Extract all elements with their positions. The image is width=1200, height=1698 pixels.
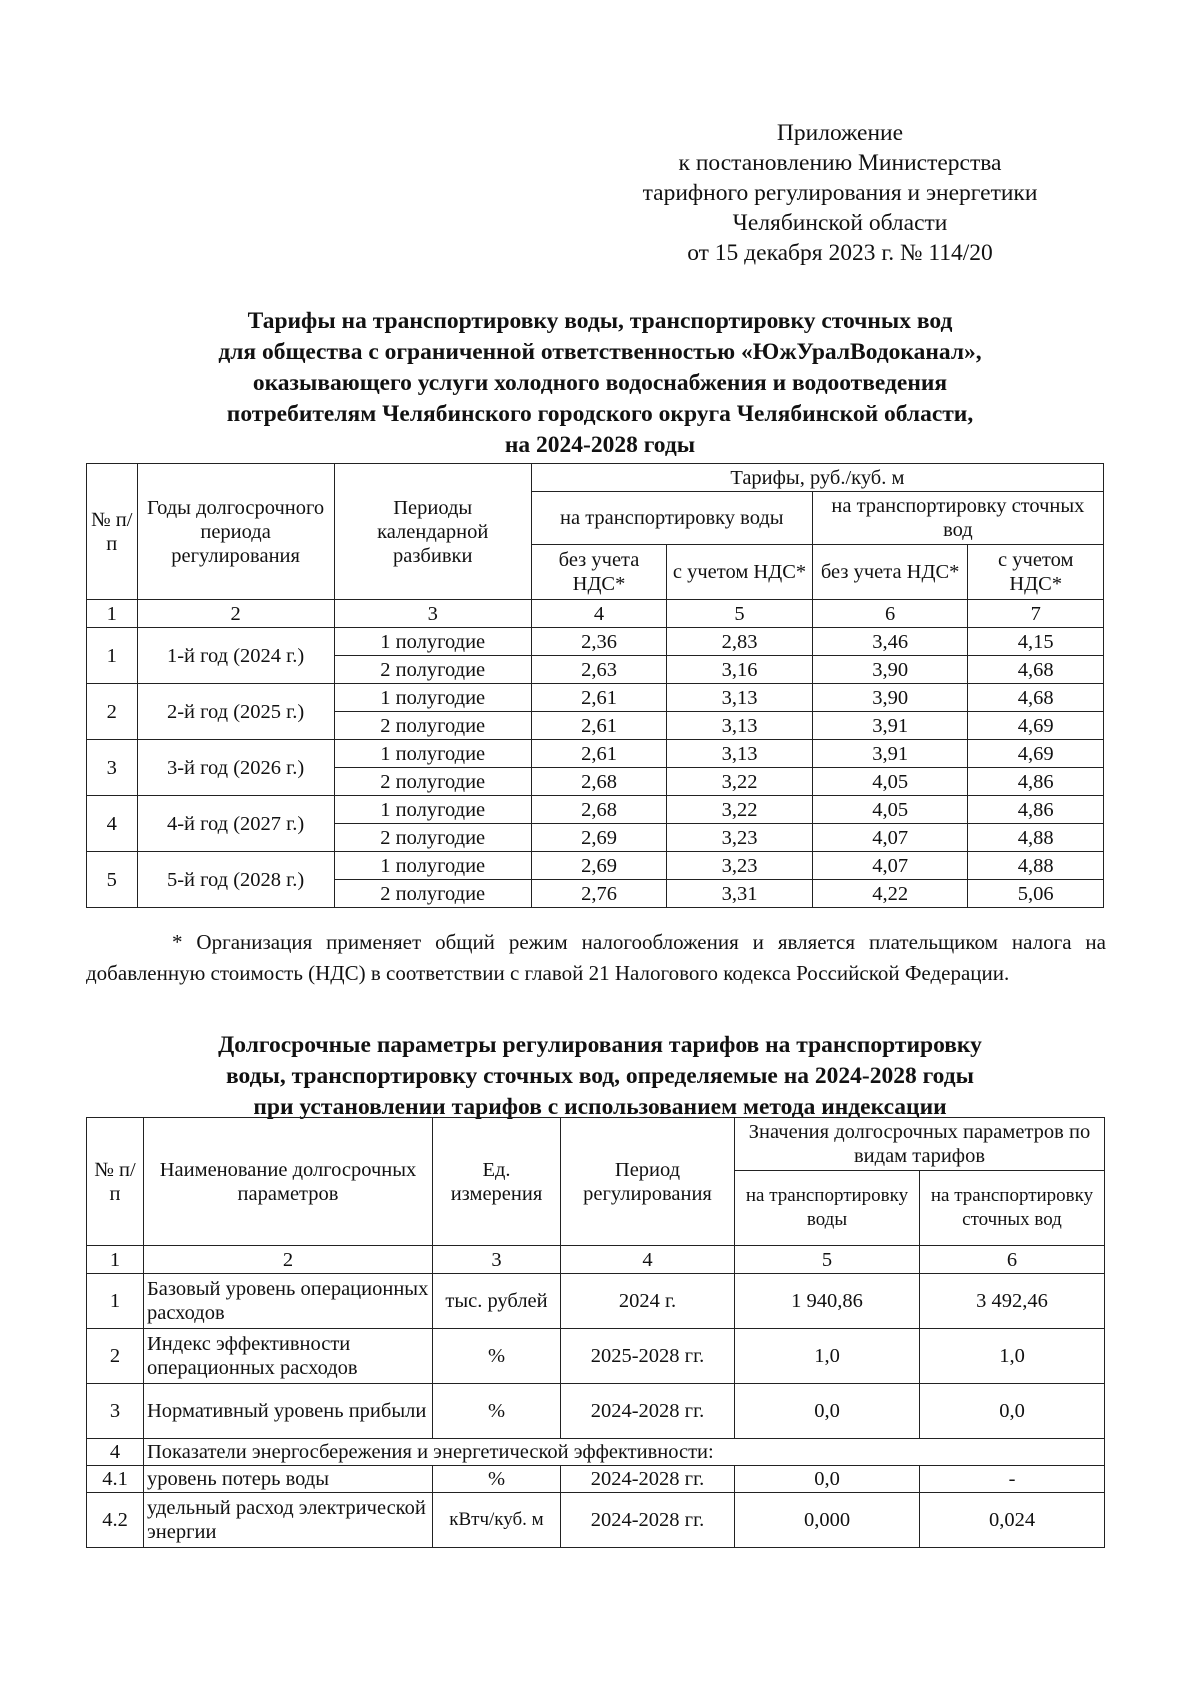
table-row — [87, 1439, 1105, 1466]
header-num: № п/п — [87, 1118, 144, 1246]
vat-footnote — [86, 927, 1106, 989]
appendix-line: тарифного регулирования и энергетики — [642, 180, 1038, 206]
row-period: 1 полугодие — [334, 852, 531, 880]
row-name: Индекс эффективности операционных расходов — [144, 1329, 433, 1384]
header-water: на транспортировку воды — [735, 1171, 920, 1246]
cell-value: 3,90 — [812, 684, 968, 712]
header-years: Годы долгосрочного периода регулирования — [137, 464, 334, 600]
row-period: 2025-2028 гг. — [561, 1329, 735, 1384]
row-name: удельный расход электрической энергии — [144, 1493, 433, 1548]
cell-value: 4,86 — [968, 796, 1104, 824]
row-period: 2024-2028 гг. — [561, 1493, 735, 1548]
cell-value: 3,13 — [667, 712, 813, 740]
cell-value: 4,22 — [812, 880, 968, 908]
table-row — [87, 684, 1104, 712]
cell-value: 2,68 — [531, 796, 666, 824]
header-num: № п/п — [87, 464, 138, 600]
header-name: Наименование долгосрочных параметров — [144, 1118, 433, 1246]
col-num: 3 — [334, 600, 531, 628]
cell-value: 4,68 — [968, 684, 1104, 712]
col-num: 3 — [433, 1246, 561, 1274]
row-year: 1-й год (2024 г.) — [137, 628, 334, 684]
table-row — [87, 1493, 1105, 1548]
title-line: Долгосрочные параметры регулирования тарифов на транспортировку — [218, 1032, 982, 1058]
row-sewage: - — [920, 1466, 1105, 1493]
row-unit: % — [433, 1384, 561, 1439]
cell-value: 4,05 — [812, 796, 968, 824]
parameters-table — [86, 1117, 1105, 1548]
cell-value: 4,86 — [968, 768, 1104, 796]
col-num: 4 — [561, 1246, 735, 1274]
appendix-line: от 15 декабря 2023 г. № 114/20 — [687, 240, 993, 266]
header-sewage: на транспортировку сточных вод — [812, 492, 1103, 545]
header-sewage: на транспортировку сточных вод — [920, 1171, 1105, 1246]
table-row — [87, 1466, 1105, 1493]
row-period: 1 полугодие — [334, 628, 531, 656]
header-tariffs: Тарифы, руб./куб. м — [531, 464, 1103, 492]
row-year: 4-й год (2027 г.) — [137, 796, 334, 852]
table-row — [87, 1384, 1105, 1439]
table-row — [87, 740, 1104, 768]
row-water: 1 940,86 — [735, 1274, 920, 1329]
header-water-novat: без учета НДС* — [531, 545, 666, 600]
col-num: 4 — [531, 600, 666, 628]
col-num: 6 — [812, 600, 968, 628]
cell-value: 4,88 — [968, 824, 1104, 852]
row-period: 1 полугодие — [334, 796, 531, 824]
row-sewage: 0,024 — [920, 1493, 1105, 1548]
cell-value: 3,13 — [667, 740, 813, 768]
col-num: 5 — [667, 600, 813, 628]
cell-value: 2,36 — [531, 628, 666, 656]
col-num: 1 — [87, 600, 138, 628]
col-num: 2 — [137, 600, 334, 628]
cell-value: 5,06 — [968, 880, 1104, 908]
row-year: 5-й год (2028 г.) — [137, 852, 334, 908]
header-sewage-vat: с учетом НДС* — [968, 545, 1104, 600]
row-unit: % — [433, 1329, 561, 1384]
row-water: 0,0 — [735, 1384, 920, 1439]
row-water: 0,0 — [735, 1466, 920, 1493]
cell-value: 4,88 — [968, 852, 1104, 880]
table-row — [87, 796, 1104, 824]
cell-value: 2,68 — [531, 768, 666, 796]
header-water: на транспортировку воды — [531, 492, 812, 545]
table-header-row — [87, 1118, 1105, 1171]
header-sewage-novat: без учета НДС* — [812, 545, 968, 600]
cell-value: 3,23 — [667, 852, 813, 880]
cell-value: 4,68 — [968, 656, 1104, 684]
row-period: 2024 г. — [561, 1274, 735, 1329]
row-year: 3-й год (2026 г.) — [137, 740, 334, 796]
table-row — [87, 1274, 1105, 1329]
table-row — [87, 852, 1104, 880]
title-line: воды, транспортировку сточных вод, определяемые на 2024-2028 годы — [226, 1063, 974, 1089]
row-water: 0,000 — [735, 1493, 920, 1548]
cell-value: 4,05 — [812, 768, 968, 796]
row-num: 5 — [87, 852, 138, 908]
title-line: на 2024-2028 годы — [504, 432, 696, 458]
row-num: 3 — [87, 1384, 144, 1439]
col-num: 6 — [920, 1246, 1105, 1274]
row-num: 2 — [87, 1329, 144, 1384]
table-header-row — [87, 464, 1104, 492]
cell-value: 3,22 — [667, 768, 813, 796]
appendix-line: Челябинской области — [732, 210, 948, 236]
cell-value: 3,91 — [812, 712, 968, 740]
cell-value: 2,83 — [667, 628, 813, 656]
row-water: 1,0 — [735, 1329, 920, 1384]
row-period: 2 полугодие — [334, 880, 531, 908]
table-row — [87, 628, 1104, 656]
row-num: 4.2 — [87, 1493, 144, 1548]
cell-value: 2,76 — [531, 880, 666, 908]
cell-value: 3,23 — [667, 824, 813, 852]
cell-value: 4,07 — [812, 824, 968, 852]
cell-value: 4,69 — [968, 712, 1104, 740]
col-num: 7 — [968, 600, 1104, 628]
cell-value: 2,63 — [531, 656, 666, 684]
cell-value: 3,90 — [812, 656, 968, 684]
cell-value: 4,69 — [968, 740, 1104, 768]
cell-value: 2,69 — [531, 852, 666, 880]
cell-value: 2,69 — [531, 824, 666, 852]
row-name: уровень потерь воды — [144, 1466, 433, 1493]
row-sewage: 1,0 — [920, 1329, 1105, 1384]
appendix-header — [560, 118, 1120, 268]
appendix-line: к постановлению Министерства — [678, 150, 1002, 176]
title-line: Тарифы на транспортировку воды, транспортировку сточных вод — [247, 308, 953, 334]
column-numbers-row — [87, 1246, 1105, 1274]
row-num: 3 — [87, 740, 138, 796]
footnote-text: * Организация применяет общий режим налогообложения и является плательщиком налога на добавленную стоимость (НДС) в соответствии с главой 21 Налогового кодекса Российской Федерации. — [86, 930, 1106, 985]
row-period: 2024-2028 гг. — [561, 1466, 735, 1493]
col-num: 5 — [735, 1246, 920, 1274]
header-unit: Ед. измерения — [433, 1118, 561, 1246]
tariffs-title — [60, 306, 1140, 461]
cell-value: 3,91 — [812, 740, 968, 768]
title-line: при установлении тарифов с использованием метода индексации — [253, 1094, 947, 1120]
tariffs-table — [86, 463, 1104, 908]
row-num: 4 — [87, 796, 138, 852]
row-unit: % — [433, 1466, 561, 1493]
cell-value: 3,31 — [667, 880, 813, 908]
row-unit: кВтч/куб. м — [433, 1493, 561, 1548]
header-period: Период регулирования — [561, 1118, 735, 1246]
cell-value: 3,16 — [667, 656, 813, 684]
table-row — [87, 1329, 1105, 1384]
appendix-line: Приложение — [776, 120, 904, 146]
row-num: 4.1 — [87, 1466, 144, 1493]
cell-value: 3,22 — [667, 796, 813, 824]
row-num: 1 — [87, 1274, 144, 1329]
col-num: 2 — [144, 1246, 433, 1274]
row-num: 2 — [87, 684, 138, 740]
row-name: Показатели энергосбережения и энергетической эффективности: — [144, 1439, 1105, 1466]
title-line: для общества с ограниченной ответственностью «ЮжУралВодоканал», — [218, 339, 982, 365]
col-num: 1 — [87, 1246, 144, 1274]
row-period: 2 полугодие — [334, 712, 531, 740]
row-unit: тыс. рублей — [433, 1274, 561, 1329]
row-period: 2024-2028 гг. — [561, 1384, 735, 1439]
header-water-vat: с учетом НДС* — [667, 545, 813, 600]
row-period: 2 полугодие — [334, 656, 531, 684]
cell-value: 4,15 — [968, 628, 1104, 656]
cell-value: 3,46 — [812, 628, 968, 656]
row-period: 1 полугодие — [334, 740, 531, 768]
row-name: Базовый уровень операционных расходов — [144, 1274, 433, 1329]
row-sewage: 0,0 — [920, 1384, 1105, 1439]
cell-value: 4,07 — [812, 852, 968, 880]
row-sewage: 3 492,46 — [920, 1274, 1105, 1329]
cell-value: 2,61 — [531, 684, 666, 712]
row-period: 1 полугодие — [334, 684, 531, 712]
title-line: потребителям Челябинского городского округа Челябинской области, — [226, 401, 974, 427]
row-name: Нормативный уровень прибыли — [144, 1384, 433, 1439]
row-num: 4 — [87, 1439, 144, 1466]
parameters-title — [60, 1030, 1140, 1123]
cell-value: 3,13 — [667, 684, 813, 712]
title-line: оказывающего услуги холодного водоснабжения и водоотведения — [252, 370, 948, 396]
header-values: Значения долгосрочных параметров по видам тарифов — [735, 1118, 1105, 1171]
cell-value: 2,61 — [531, 740, 666, 768]
row-num: 1 — [87, 628, 138, 684]
header-periods: Периоды календарной разбивки — [334, 464, 531, 600]
row-period: 2 полугодие — [334, 824, 531, 852]
row-year: 2-й год (2025 г.) — [137, 684, 334, 740]
row-period: 2 полугодие — [334, 768, 531, 796]
column-numbers-row — [87, 600, 1104, 628]
cell-value: 2,61 — [531, 712, 666, 740]
